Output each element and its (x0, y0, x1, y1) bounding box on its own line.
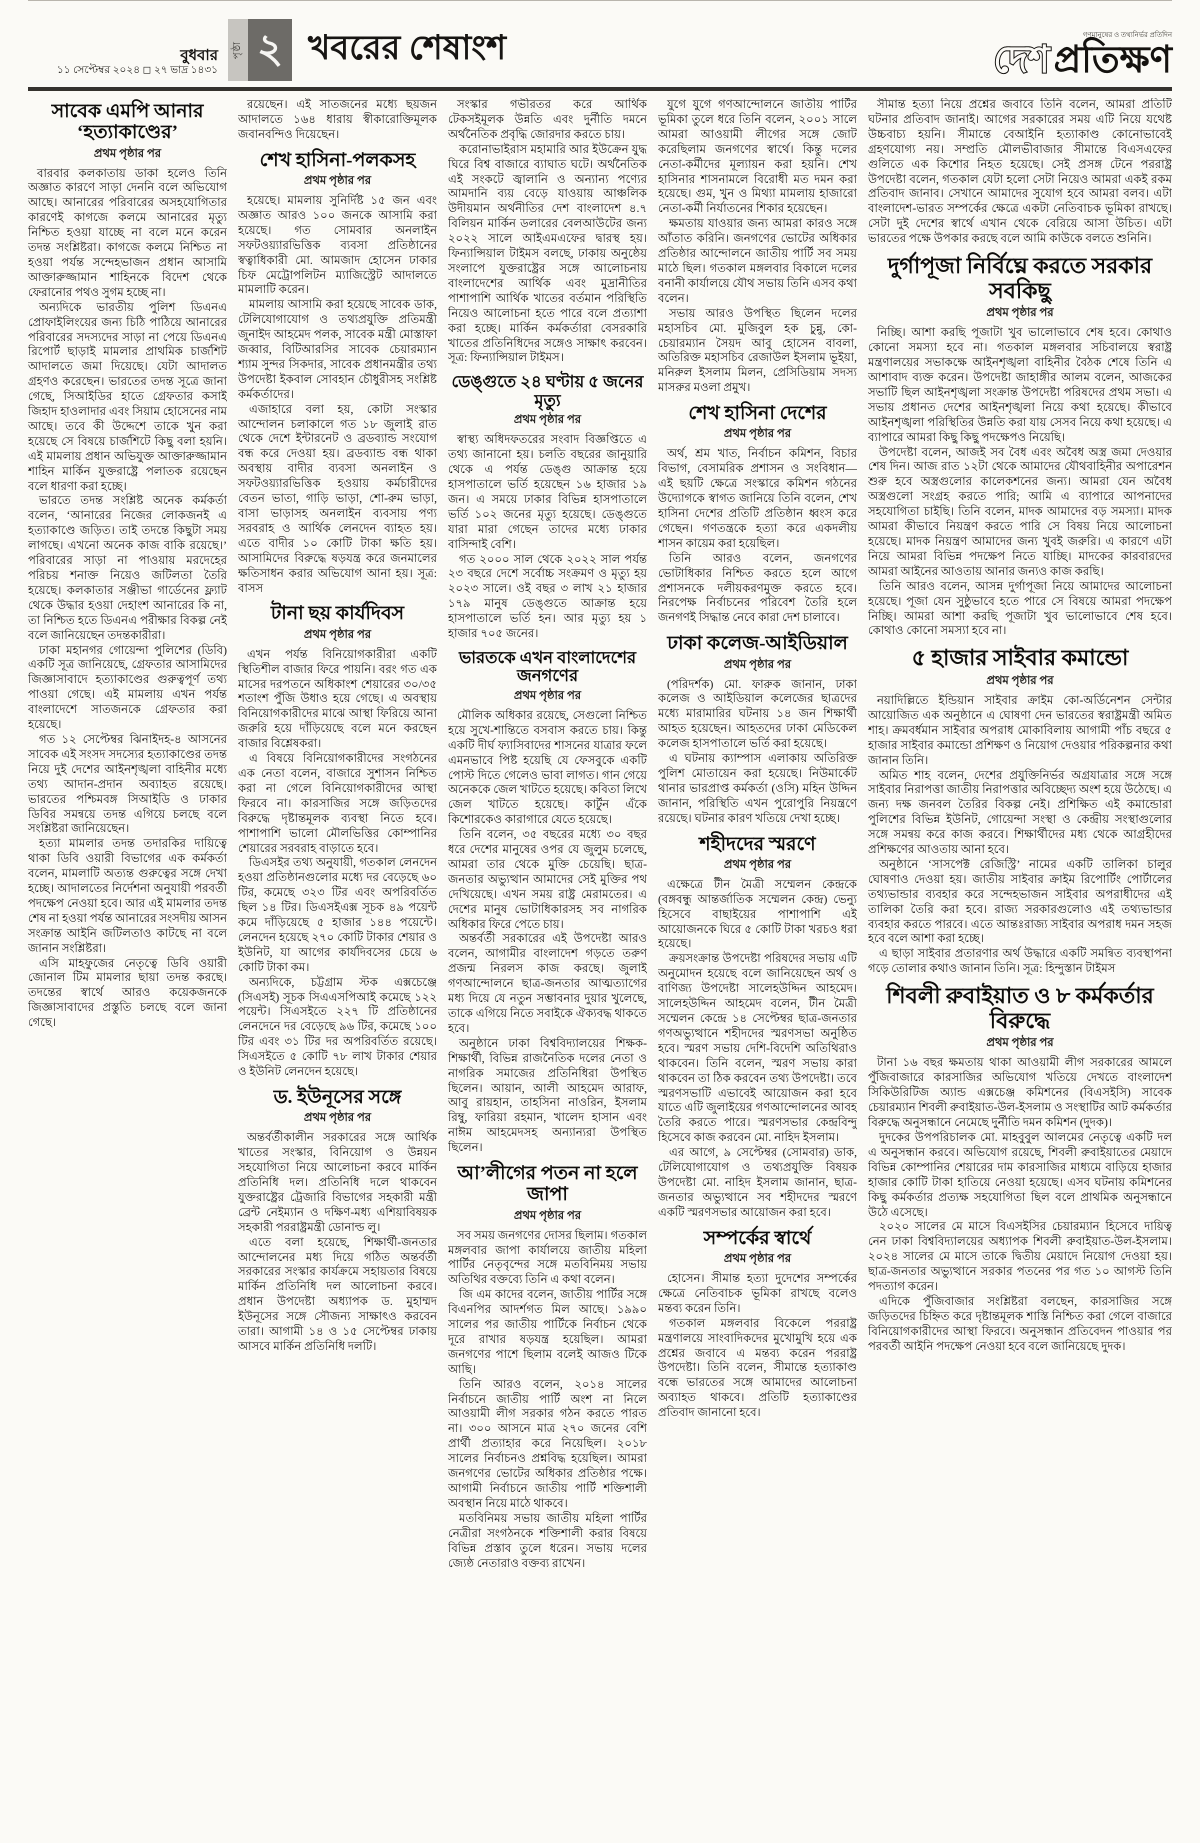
continuation-label: প্রথম পৃষ্ঠার পর (513, 1209, 582, 1222)
paragraph: মতবিনিময় সভায় জাতীয় মহিলা পার্টির নেত্রীরা সংগঠনকে শক্তিশালী করার বিষয়ে বিভিন্ন প্রস্তাব তুলে ধরেন। সভায় দলের জ্যেষ্ঠ নেতারাও বক্তব্য রাখেন। (448, 1511, 647, 1570)
paragraph: ভারতে তদন্ত সংশ্লিষ্ট অনেক কর্মকর্তা বলেন, ‘আনারের নিজের লোকজনই এ হত্যাকাণ্ডে জড়িত। তাই তদন্তে কিছুটা সময় লাগছে। এখনো অনেক কাজ বাকি রয়েছে।’ পরিবারের সাড়া না পাওয়ায় মরদেহের পরিচয় শনাক্ত নিয়েও জটিলতা তৈরি হয়েছে। কলকাতার সঞ্জীভা গার্ডেনের ফ্ল্যাট থেকে উদ্ধার হওয়া দেহাংশ আনারের কি না, তা নিশ্চিত হতে ডিএনএ পরীক্ষার বিকল্প নেই বলে জানিয়েছেন তদন্তকারীরা। (28, 494, 227, 642)
paragraph: এসি মাহফুজের নেতৃত্বে ডিবি ওয়ারী জোনাল টিম মামলার ছায়া তদন্ত করছে। তদন্তের স্বার্থে আরও কয়েকজনকে জিজ্ঞাসাবাদের প্রস্তুতি চলছে বলে জানা গেছে। (28, 956, 227, 1030)
paragraph: রয়েছেন। এই সাতজনের মধ্যে ছয়জন আদালতে ১৬৪ ধারায় স্বীকারোক্তিমূলক জবানবন্দিও দিয়েছেন। (238, 98, 437, 141)
section-title: খবরের শেষাংশ (308, 30, 507, 67)
article-anar-murder (28, 101, 227, 1031)
paragraph: নিচ্ছি। আশা করছি পূজাটা খুব ভালোভাবে শেষ হবে। কোথাও কোনো সমস্যা হবে না। গতকাল মঙ্গলবার সচিবালয়ে স্বরাষ্ট্র মন্ত্রণালয়ের সভাকক্ষে আইনশৃঙ্খলা বাহিনীর বৈঠক শেষে তিনি এ আশাবাদ ব্যক্ত করেন। উপদেষ্টা জাহাঙ্গীর আলম বলেন, আজকের সভাটি ছিল আইনশৃঙ্খলা সংক্রান্ত উপদেষ্টা পরিষদের প্রথম সভা। এ সভায় প্রধানত দেশের আইনশৃঙ্খলা নিয়ে কথা হয়েছে। কীভাবে আইনশৃঙ্খলা পরিস্থিতির উন্নতি করা যায় সেসব নিয়ে কথা হয়েছে। এ ব্যাপারে আমরা কিছু কিছু পদক্ষেপও নিয়েছি। (868, 326, 1172, 444)
article-headline: আ’লীগের পতন না হলে জাপা (457, 1163, 638, 1206)
article-body (868, 694, 1172, 977)
paragraph: করোনাভাইরাস মহামারি আর ইউক্রেন যুদ্ধ ঘিরে বিশ্ব বাজারে ব্যাঘাত ঘটে। অর্থনৈতিক এই সংকটে জ্বালানি ও অন্যান্য পণ্যের আমদানি ব্যয় বেড়ে যাওয়ায় আঞ্চলিক উদীয়মান অর্থনীতির দেশ বাংলাদেশ ৪.৭ বিলিয়ন মার্কিন ডলারের বেলআউটের জন্য ২০২২ সালে আইএমএফের দ্বারস্থ হয়। ফিন্যান্সিয়াল টাইমস বলছে, ঢাকায় অনুষ্ঠেয় সংলাপে যুক্তরাষ্ট্রের সঙ্গে আলোচনায় বাংলাদেশের আর্থিক এবং মুদ্রানীতির পাশাপাশি আর্থিক খাতের বর্তমান পরিস্থিতি নিয়েও আলোচনা হতে পারে বলে প্রত্যাশা করা হচ্ছে। মার্কিন কর্মকর্তারা বেসরকারি খাতের প্রতিনিধিদের সঙ্গেও সাক্ষাৎ করবেন। সূত্র: ফিন্যান্সিয়াল টাইমস। (448, 142, 647, 365)
article-body (238, 648, 437, 1080)
article-headline: শেখ হাসিনা দেশের (688, 403, 827, 425)
paragraph: এ ঘটনায় ক্যাম্পাস এলাকায় অতিরিক্ত পুলিশ মোতায়েন করা হয়েছে। নিউমার্কেট থানার ভারপ্রাপ্ত কর্মকর্তা (ওসি) মহিন উদ্দিন জানান, পরিস্থিতি এখন পুরোপুরি নিয়ন্ত্রণে রয়েছে। ঘটনার কারণ খতিয়ে দেখা হচ্ছে। (658, 752, 857, 825)
article-body (28, 167, 227, 1032)
paragraph: হয়েছে। মামলায় সুনির্দিষ্ট ১৫ জন এবং অজ্ঞাত আরও ১০০ জনকে আসামি করা হয়েছে। গত সোমবার অনলাইন সফটওয়্যারভিত্তিক ব্যবসা প্রতিষ্ঠানের স্বত্বাধিকারী মো. আমজাদ হোসেন ঢাকার চিফ মেট্রোপলিটন ম্যাজিস্ট্রেট আদালতে মামলাটি করেন। (238, 193, 437, 297)
article-headline: ৫ হাজার সাইবার কমান্ডো (911, 645, 1129, 671)
continuation-label: প্রথম পৃষ্ঠার পর (303, 628, 372, 641)
article-headline: ড. ইউনূসের সঙ্গে (273, 1087, 402, 1108)
newspaper-page (28, 0, 1172, 1834)
article-body (868, 326, 1172, 639)
paragraph: এখন পর্যন্ত বিনিয়োগকারীরা একটি স্থিতিশীল বাজার ফিরে পায়নি। বরং গত এক মাসের দরপতনে অধিকাংশ শেয়ারের ৩০/৩৫ শতাংশ পুঁজি উধাও হয়ে গেছে। এ অবস্থায় বিনিয়োগকারীদের মাঝে আস্থা ফিরিয়ে আনা জরুরি হয়ে দাঁড়িয়েছে বলে মনে করছেন বাজার বিশ্লেষকরা। (238, 647, 437, 751)
continuation-label: প্রথম পৃষ্ঠার পর (303, 174, 372, 187)
paragraph: ঢাকা মহানগর গোয়েন্দা পুলিশের (ডিবি) একটি সূত্র জানিয়েছে, গ্রেফতার আসামিদের জিজ্ঞাসাবাদে হত্যাকাণ্ডের গুরুত্বপূর্ণ তথ্য পাওয়া গেছে। এই মামলায় এখন পর্যন্ত বাংলাদেশে সাতজনকে গ্রেফতার করা হয়েছে। (28, 643, 227, 732)
paragraph: তিনি আরও বলেন, আসন্ন দুর্গাপূজা নিয়ে আমাদের আলোচনা হয়েছে। পূজা যেন সুষ্ঠুভাবে হতে পারে সে বিষয়ে আমরা পদক্ষেপ নিচ্ছি। আমরা আশা করছি পূজাটা খুব ভালোভাবে শেষ হবে। কোথাও কোনো সমস্যা হবে না। (868, 579, 1172, 638)
masthead-block (993, 29, 1172, 81)
continuation-label: প্রথম পৃষ্ঠার পর (723, 428, 792, 441)
paragraph: তিনি বলেন, ৩৫ বছরের মধ্যে ৩০ বছর ধরে দেশের মানুষের ওপর যে জুলুম চলেছে, আমরা তার থেকে মুক্তি চেয়েছি। ছাত্র-জনতার অভ্যুত্থান আমাদের সেই মুক্তির পথ দেখিয়েছে। এখন সময় রাষ্ট্র মেরামতের। এ দেশের মানুষ ভোটাধিকারসহ সব নাগরিক অধিকার ফিরে পেতে চায়। (448, 828, 647, 931)
article-dengue-deaths (448, 373, 647, 642)
article-hasina-palak-case (238, 150, 437, 597)
paragraph: সংস্কার গভীরতর করে আর্থিক টেকসইমূলক উন্নতি এবং দুর্নীতি দমনে অর্থনৈতিক প্রবৃদ্ধি জোরদার করতে চায়। (448, 98, 647, 141)
news-column-3 (448, 98, 647, 1830)
paragraph: এ বিষয়ে বিনিয়োগকারীদের সংগঠনের এক নেতা বলেন, বাজারে সুশাসন নিশ্চিত করা না গেলে বিনিয়োগকারীদের আস্থা ফিরবে না। কারসাজির সঙ্গে জড়িতদের বিরুদ্ধে দৃষ্টান্তমূলক ব্যবস্থা নিতে হবে। পাশাপাশি ভালো মৌলভিত্তির কোম্পানির শেয়ারের সরবরাহ বাড়াতে হবে। (238, 752, 437, 855)
paragraph: অন্তর্বর্তীকালীন সরকারের সঙ্গে আর্থিক খাতের সংস্কার, বিনিয়োগ ও উন্নয়ন সহযোগিতা নিয়ে আলোচনা করবে মার্কিন প্রতিনিধি দল। প্রতিনিধি দলে থাকবেন যুক্তরাষ্ট্রের ট্রেজারি বিভাগের সহকারী মন্ত্রী ব্রেন্ট নেইম্যান ও দক্ষিণ-মধ্য এশিয়াবিষয়ক সহকারী পররাষ্ট্রমন্ত্রী ডোনাল্ড লু। (238, 1131, 437, 1234)
paragraph: উপদেষ্টা বলেন, আজই সব বৈধ এবং অবৈধ অস্ত্র জমা দেওয়ার শেষ দিন। আজ রাত ১২টা থেকে আমাদের যৌথবাহিনীর অপারেশন শুরু হবে অস্ত্রগুলোর কালেকশনের জন্য। আমরা যেন অবৈধ অস্ত্রগুলো সংগ্রহ করতে পারি; আমি এ ব্যাপারে আপনাদের সহযোগিতা চাইছি। তিনি বলেন, মাদক আমাদের বড় সমস্যা। মাদক আমরা কীভাবে নিয়ন্ত্রণ করতে পারি সে বিষয় নিয়ে আলোচনা হয়েছে। মাদক নিয়ন্ত্রণ আমাদের জন্য খুবই জরুরি। এ কারণে এটা নিয়ে আমরা বিভিন্ন পদক্ষেপ নিতে যাচ্ছি। মাদকের কারবারদের আমরা আইনের আওতায় আনার জন্যও কাজ করছি। (868, 445, 1172, 578)
news-columns (28, 98, 1172, 1830)
paragraph: দুদকের উপপরিচালক মো. মাহবুবুল আলমের নেতৃত্বে একটি দল এ অনুসন্ধান করবে। অভিযোগ রয়েছে, শিবলী রুবাইয়াতের মেয়াদে বিভিন্ন কোম্পানির শেয়ারের দাম কারসাজির মাধ্যমে বাড়িয়ে হাজার হাজার কোটি টাকা হাতিয়ে নেওয়া হয়েছে। এসব ঘটনায় কমিশনের কিছু কর্মকর্তার প্রত্যক্ষ সহযোগিতা ছিল বলে প্রাথমিক অনুসন্ধানে উঠে এসেছে। (868, 1130, 1172, 1219)
page-header (28, 7, 1172, 91)
continuation-label: প্রথম পৃষ্ঠার পর (986, 307, 1054, 320)
article-headline: শেখ হাসিনা-পলকসহ (259, 149, 416, 171)
paragraph: গত ২০০০ সাল থেকে ২০২২ সাল পর্যন্ত ২৩ বছরে দেশে সর্বোচ্চ সংক্রমণ ও মৃত্যু হয় ২০২৩ সালে। ওই বছর ৩ লাখ ২১ হাজার ১৭৯ মানুষ ডেঙ্গুতে আক্রান্ত হয়ে হাসপাতালে ভর্তি হন। আর মৃত্যু হয় ১ হাজার ৭০৫ জনের। (448, 552, 647, 641)
article-martyrs-memorial (658, 834, 857, 1221)
paragraph: ডিএসইর তথ্য অনুযায়ী, গতকাল লেনদেন হওয়া প্রতিষ্ঠানগুলোর মধ্যে দর বেড়েছে ৬০ টির, কমেছে ৩২৩ টির এবং অপরিবর্তিত ছিল ১৪ টির। ডিএসইএক্স সূচক ৪৯ পয়েন্ট কমে দাঁড়িয়েছে ৫ হাজার ১৪৪ পয়েন্টে। লেনদেন হয়েছে ২৭০ কোটি টাকার শেয়ার ও ইউনিট, যা আগের কার্যদিবসের চেয়ে ৬ কোটি টাকা কম। (238, 856, 437, 974)
paragraph: এজাহারে বলা হয়, কোটা সংস্কার আন্দোলন চলাকালে গত ১৮ জুলাই রাত থেকে দেশে ইন্টারনেট ও ব্রডব্যান্ড সংযোগ বন্ধ করে দেওয়া হয়। ব্রডব্যান্ড বন্ধ থাকা অবস্থায় বাদীর ব্যবসা অনলাইন ও সফটওয়্যারভিত্তিক হওয়ায় কর্মচারীদের বেতন ভাতা, গাড়ি ভাড়া, শো-রুম ভাড়া, বাসা ভাড়াসহ অনলাইন ব্যবসায় পণ্য সরবরাহ ও আর্থিক লেনদেন ব্যাহত হয়। এতে বাদীর ১০ কোটি টাকা ক্ষতি হয়। আসামিদের বিরুদ্ধে ষড়যন্ত্র করে জনমালের ক্ষতিসাধন করার অভিযোগ আনা হয়। সূত্র: বাসস (238, 402, 437, 595)
news-column-5 (868, 98, 1172, 1830)
article-headline: ডেঙ্গুতে ২৪ ঘণ্টায় ৫ জনের মৃত্যু (451, 372, 644, 410)
article-body (658, 447, 857, 626)
article-body (238, 98, 437, 143)
paragraph: এ ছাড়া সাইবার প্রতারণার অর্থ উদ্ধারে একটি সমন্বিত ব্যবস্থাপনা গড়ে তোলার কথাও জানান তিনি। সূত্র: হিন্দুস্তান টাইমস (868, 947, 1172, 976)
article-headline: সাবেক এমপি আনার ‘হত্যাকাণ্ডের’ (51, 101, 204, 144)
page-label: পৃষ্ঠা (231, 40, 243, 60)
continuation-label: প্রথম পৃষ্ঠার পর (986, 674, 1054, 687)
article-headline: শিবলী রুবাইয়াত ও ৮ কর্মকর্তার বিরুদ্ধে (886, 983, 1154, 1033)
article-headline: ভারতকে এখন বাংলাদেশের জনগণের (458, 647, 637, 686)
article-stock-market-fall (238, 603, 437, 1080)
continuation-label: প্রথম পৃষ্ঠার পর (723, 1252, 792, 1265)
paragraph: এর আগে, ৯ সেপ্টেম্বর (সোমবার) ডাক, টেলিযোগাযোগ ও তথ্যপ্রযুক্তি বিষয়ক উপদেষ্টা মো. নাহিদ ইসলাম জানান, ছাত্র-জনতার অভ্যুত্থানে সব শহীদদের স্মরণে একটি স্মরণসভার আয়োজন করা হবে। (658, 1146, 857, 1219)
paragraph: টানা ১৬ বছর ক্ষমতায় থাকা আওয়ামী লীগ সরকারের আমলে পুঁজিবাজারে কারসাজির অভিযোগ খতিয়ে দেখতে বাংলাদেশ সিকিউরিটিজ অ্যান্ড এক্সচেঞ্জ কমিশনের (বিএসইসি) সাবেক চেয়ারম্যান শিবলী রুবাইয়াত-উল-ইসলাম ও সংস্থাটির আট কর্মকর্তার বিরুদ্ধে অনুসন্ধানে নেমেছে দুর্নীতি দমন কমিশন (দুদক)। (868, 1056, 1172, 1130)
paragraph: স্বাস্থ্য অধিদফতরের সংবাদ বিজ্ঞপ্তিতে এ তথ্য জানানো হয়। চলতি বছরের জানুয়ারি থেকে এ পর্যন্ত ডেঙ্গু আক্রান্ত হয়ে হাসপাতালে ভর্তি হয়েছেন ১৬ হাজার ১৯ জন। এ সময়ে ঢাকার বিভিন্ন হাসপাতালে ভর্তি ১০২ জনের মৃত্যু হয়েছে। ডেঙ্গুতে যারা মারা গেছেন তাদের মধ্যে ঢাকার বাসিন্দাই বেশি। (448, 433, 647, 551)
continuation-label: প্রথম পৃষ্ঠার পর (986, 1037, 1054, 1050)
continuation-label: প্রথম পৃষ্ঠার পর (513, 689, 582, 702)
paragraph: মামলায় আসামি করা হয়েছে সাবেক ডাক, টেলিযোগাযোগ ও তথ্যপ্রযুক্তি প্রতিমন্ত্রী জুনাইদ আহমেদ পলক, সাবেক মন্ত্রী মোস্তাফা জব্বার, বিটিআরসির সাবেক চেয়ারম্যান শ্যাম সুন্দর সিকদার, সাবেক প্রধানমন্ত্রীর তথ্য উপদেষ্টা ইকবাল সোবহান চৌধুরীসহ সংশ্লিষ্ট কর্মকর্তাদের। (238, 298, 437, 401)
paragraph: সভায় আরও উপস্থিত ছিলেন দলের মহাসচিব মো. মুজিবুল হক চুন্নু, কো-চেয়ারম্যান সৈয়দ আবু হোসেন বাবলা, অতিরিক্ত মহাসচিব রেজাউল ইসলাম ভূইয়া, মনিরুল ইসলাম মিলন, প্রেসিডিয়াম সদস্য মাসরুর মওলা প্রমুখ। (658, 306, 857, 395)
continuation-label: প্রথম পৃষ্ঠার পর (93, 147, 162, 160)
article-headline: দুর্গাপূজা নির্বিঘ্নে করতে সরকার সবকিছু (887, 253, 1153, 303)
paragraph: অনুষ্ঠানে ঢাকা বিশ্ববিদ্যালয়ের শিক্ষক-শিক্ষার্থী, বিভিন্ন রাজনৈতিক দলের নেতা ও নাগরিক সমাজের প্রতিনিধিরা উপস্থিত ছিলেন। আয়ান, আলী আহমেদ আরাফ, আবু রায়হান, তাহসিনা নাওরিন, ইসলাম রিম্বু, ফারিয়া রহমান, খালেদ হাসান এবং নাঈম আহমেদসহ অন্যান্যরা উপস্থিত ছিলেন। (448, 1036, 647, 1155)
paragraph: এতে বলা হয়েছে, শিক্ষার্থী-জনতার আন্দোলনের মধ্য দিয়ে গঠিত অন্তর্বর্তী সরকারের সংস্কার কার্যক্রমে সহায়তার বিষয়ে মার্কিন প্রতিনিধি দল আলোচনা করবে। প্রধান উপদেষ্টা অধ্যাপক ড. মুহাম্মদ ইউনূসের সঙ্গে সৌজন্য সাক্ষাৎও করবেন তারা। আগামী ১৪ ও ১৫ সেপ্টেম্বর ঢাকায় আসবে মার্কিন প্রতিনিধি দলটি। (238, 1235, 437, 1353)
paragraph: সীমান্ত হত্যা নিয়ে প্রশ্নের জবাবে তিনি বলেন, আমরা প্রতিটি ঘটনার প্রতিবাদ জানাই। আগের সরকারের সময় এটি নিয়ে যথেষ্ট উচ্চবাচ্য হয়নি। সীমান্তে বেআইনি হত্যাকাণ্ড কোনোভাবেই গ্রহণযোগ্য নয়। সম্প্রতি মৌলভীবাজার সীমান্তে বিএসএফের গুলিতে এক কিশোর নিহত হয়েছে। সেই প্রসঙ্গ টেনে পররাষ্ট্র উপদেষ্টা বলেন, গতকাল যেটা হলো সেটা নিয়েও আমরা একই রকম প্রতিবাদ জানাব। সেখানে আমাদের সুযোগ হবে আমরা বলব। এটা বাংলাদেশ-ভারত সম্পর্কের ক্ষেত্রে একটা নেতিবাচক ভূমিকা রাখছে। সেটা দুই দেশের স্বার্থে এখান থেকে বেরিয়ে আসা উচিত। এটা ভারতের পক্ষে উপকার করছে বলে আমি কাউকে বলতে শুনিনি। (868, 98, 1172, 246)
article-headline: টানা ছয় কার্যদিবস (270, 603, 405, 625)
article-party-meeting-continued (658, 98, 857, 396)
article-body (658, 1272, 857, 1421)
article-relations-interest (658, 1228, 857, 1421)
article-hasina-institutions (658, 403, 857, 626)
article-body (448, 433, 647, 642)
article-cyber-commandos (868, 646, 1172, 977)
continuation-label: প্রথম পৃষ্ঠার পর (513, 414, 582, 427)
paragraph: এক্ষেত্রে টীন মৈত্রী সম্মেলন কেন্দ্রকে (বঙ্গবন্ধু আন্তর্জাতিক সম্মেলন কেন্দ্র) ভেন্যু হিসেবে বাছাইয়ের পাশাপাশি এই আয়োজনকে ঘিরে ৫ কোটি টাকা খরচও ধরা হয়েছে। (658, 877, 857, 951)
article-headline: শহীদদের স্মরণে (699, 833, 816, 855)
article-body (868, 1056, 1172, 1354)
article-body (658, 98, 857, 396)
paragraph: যুগে যুগে গণআন্দোলনে জাতীয় পার্টির ভূমিকা তুলে ধরে তিনি বলেন, ২০০১ সালে আমরা আওয়ামী লীগের সঙ্গে জোট করেছিলাম জনগণের স্বার্থে। কিন্তু দলের নেতা-কর্মীদের মূল্যায়ন করা হয়নি। শেখ হাসিনার শাসনামলে বিরোধী মত দমন করা হয়েছে। গুম, খুন ও মিথ্যা মামলায় হাজারো নেতা-কর্মী নির্যাতনের শিকার হয়েছেন। (658, 98, 857, 216)
article-body (448, 1229, 647, 1572)
weekday-label: বুধবার (180, 47, 218, 64)
paragraph: অন্যদিকে ভারতীয় পুলিশ ডিএনএ প্রোফাইলিংয়ের জন্য চিঠি পাঠিয়ে আনারের পরিবারের সদস্যদের সাড়া না পেয়ে ডিএনএ রিপোর্ট ছাড়াই মামলার প্রাথমিক চার্জশিট আদালতে জমা দিয়েছে। যেটা আদালত গ্রহণও করেছেন। ভারতের তদন্ত সূত্রে জানা গেছে, সিআইডির হাতে গ্রেফতার কসাই জিহাদ হাওলাদার এবং সিয়াম হোসেনের নাম আছে। তবে কী উদ্দেশে তাকে খুন করা হয়েছে সে বিষয়ে চার্জশিটে কিছু বলা হয়নি। এই মামলায় প্রধান অভিযুক্ত আক্তারুজ্জামান শাহিন মার্কিন যুক্তরাষ্ট্রে পলাতক রয়েছেন বলে ধারণা করা হচ্ছে। (28, 300, 227, 493)
paragraph: জি এম কাদের বলেন, জাতীয় পার্টির সঙ্গে বিএনপির আদর্শগত মিল আছে। ১৯৯০ সালের পর জাতীয় পার্টিকে নির্বাচন থেকে দূরে রাখার ষড়যন্ত্র হয়েছিল। আমরা জনগণের পাশে ছিলাম বলেই আজও টিকে আছি। (448, 1288, 647, 1376)
paragraph: গত ১২ সেপ্টেম্বর ঝিনাইদহ-৪ আসনের সাবেক এই সংসদ সদস্যের হত্যাকাণ্ডের তদন্ত নিয়ে দুই দেশের আইনশৃঙ্খলা বাহিনীর মধ্যে তথ্য আদান-প্রদান অব্যাহত রয়েছে। ভারতের পশ্চিমবঙ্গ সিআইডি ও ঢাকার ডিবির সমন্বয়ে তদন্ত এগিয়ে চলছে বলে সংশ্লিষ্টরা জানিয়েছেন। (28, 732, 227, 836)
paragraph: অমিত শাহ বলেন, দেশের প্রযুক্তিনির্ভর অগ্রযাত্রার সঙ্গে সঙ্গে সাইবার নিরাপত্তা জাতীয় নিরাপত্তার অবিচ্ছেদ্য অংশ হয়ে উঠেছে। এ জন্য দক্ষ জনবল তৈরির বিকল্প নেই। প্রশিক্ষিত এই কমান্ডোরা পুলিশের বিভিন্ন ইউনিট, গোয়েন্দা সংস্থা ও কেন্দ্রীয় সংস্থাগুলোর সঙ্গে সমন্বয় করে কাজ করবে। শিক্ষার্থীদের মধ্য থেকে আগ্রহীদের প্রশিক্ষণের আওতায় আনা হবে। (868, 768, 1172, 857)
article-body (448, 709, 647, 1156)
article-border-killing-continued (868, 98, 1172, 247)
paragraph: তিনি আরও বলেন, জনগণের ভোটাধিকার নিশ্চিত করতে হলে আগে প্রশাসনকে দলীয়করণমুক্ত করতে হবে। নিরপেক্ষ নির্বাচনের পরিবেশ তৈরি হলে জনগণই সিদ্ধান্ত নেবে কারা দেশ চালাবে। (658, 551, 857, 625)
paragraph: হত্যা মামলার তদন্ত তদারকির দায়িত্বে থাকা ডিবি ওয়ারী বিভাগের এক কর্মকর্তা বলেন, মামলাটি অত্যন্ত গুরুত্বের সঙ্গে দেখা হচ্ছে। আদালতের নির্দেশনা অনুযায়ী পরবর্তী পদক্ষেপ নেওয়া হবে। আর এই মামলার তদন্ত শেষ না হওয়া পর্যন্ত আনারের সংসদীয় আসন সংক্রান্ত আইনি জটিলতাও কাটছে না বলে জানান সংশ্লিষ্টরা। (28, 837, 227, 955)
continuation-label: প্রথম পৃষ্ঠার পর (303, 1112, 372, 1125)
article-yunus-us-delegation (238, 1087, 437, 1355)
article-jatiya-party (448, 1163, 647, 1571)
paragraph: অন্যদিকে, চট্টগ্রাম স্টক এক্সচেঞ্জে (সিএসই) সূচক সিএএসপিআই কমেছে ১২২ পয়েন্ট। সিএসইতে ২২৭ টি প্রতিষ্ঠানের লেনদেনে দর বেড়েছে ৯৬ টির, কমেছে ১০০ টির এবং ৩১ টির দর অপরিবর্তিত রয়েছে। সিএসইতে ৫ কোটি ৭৮ লাখ টাকার শেয়ার ও ইউনিট লেনদেন হয়েছে। (238, 975, 437, 1079)
paragraph: ২০২০ সালের মে মাসে বিএসইসির চেয়ারম্যান হিসেবে দায়িত্ব নেন ঢাকা বিশ্ববিদ্যালয়ের অধ্যাপক শিবলী রুবাইয়াত-উল-ইসলাম। ২০২৪ সালের মে মাসে তাকে দ্বিতীয় মেয়াদে নিয়োগ দেওয়া হয়। ছাত্র-জনতার অভ্যুত্থানে সরকার পতনের পর গত ১০ আগস্ট তিনি পদত্যাগ করেন। (868, 1220, 1172, 1294)
page-number: ২ (248, 19, 292, 81)
article-anar-murder-continued (238, 98, 437, 143)
date-block (28, 48, 218, 81)
article-durga-puja-security (868, 254, 1172, 639)
continuation-label: প্রথম পৃষ্ঠার পর (723, 858, 792, 871)
page-number-marker (228, 19, 292, 81)
logo-word-protikkhon: প্রতিক্ষণ (1053, 40, 1172, 81)
page-label-strip (228, 19, 248, 81)
article-headline: ঢাকা কলেজ-আইডিয়াল (667, 633, 848, 655)
paragraph: ক্ষমতায় যাওয়ার জন্য আমরা কারও সঙ্গে আঁতাত করিনি। জনগণের ভোটের অধিকার প্রতিষ্ঠার আন্দোলনে জাতীয় পার্টি সব সময় মাঠে ছিল। গতকাল মঙ্গলবার বিকালে দলের বনানী কার্যালয়ে যৌথ সভায় তিনি এসব কথা বলেন। (658, 217, 857, 305)
continuation-label: প্রথম পৃষ্ঠার পর (723, 658, 792, 671)
paragraph: হোসেন। সীমান্ত হত্যা দুদেশের সম্পর্কের ক্ষেত্রে নেতিবাচক ভূমিকা রাখছে বলেও মন্তব্য করেন তিনি। (658, 1271, 857, 1315)
paragraph: সব সময় জনগণের দোসর ছিলাম। গতকাল মঙ্গলবার জাপা কার্যালয়ে জাতীয় মহিলা পার্টির নেতৃবৃন্দের সঙ্গে মতবিনিময় সভায় অতিথির বক্তব্যে তিনি এ কথা বলেন। (448, 1228, 647, 1287)
article-imf-economy-continued (448, 98, 647, 366)
date-line: ১১ সেপ্টেম্বর ২০২৪ ◻ ২৭ ভাদ্র ১৪৩১ (56, 64, 218, 76)
paragraph: তিনি আরও বলেন, ২০১৪ সালের নির্বাচনে জাতীয় পার্টি অংশ না নিলে আওয়ামী লীগ সরকার গঠন করতে পারত না। ৩০০ আসনে মাত্র ২৭০ জনের বেশি প্রার্থী প্রত্যাহার করে নিয়েছিল। ২০১৮ সালের নির্বাচনও প্রশ্নবিদ্ধ হয়েছিল। আমরা জনগণের ভোটের অধিকার প্রতিষ্ঠার পক্ষে। আগামী নির্বাচনে জাতীয় পার্টি শক্তিশালী অবস্থান নিয়ে মাঠে থাকবে। (448, 1377, 647, 1510)
news-column-4 (658, 98, 857, 1830)
logo-word-desh: দেশ (993, 40, 1050, 81)
article-body (868, 98, 1172, 247)
article-headline: সম্পর্কের স্বার্থে (703, 1227, 812, 1249)
paragraph: অর্থ, শ্রম খাত, নির্বাচন কমিশন, বিচার বিভাগ, বেসামরিক প্রশাসন ও সংবিধান— এই ছয়টি ক্ষেত্রে সংস্কারে কমিশন গঠনের উদ্যোগকে স্বাগত জানিয়ে তিনি বলেন, শেখ হাসিনা দেশের প্রতিটি প্রতিষ্ঠান ধ্বংস করে গেছেন। গণতন্ত্রকে হত্যা করে একদলীয় শাসন কায়েম করা হয়েছিল। (658, 447, 857, 550)
paragraph: অন্তর্বর্তী সরকারের এই উপদেষ্টা আরও বলেন, আগামীর বাংলাদেশ গড়তে তরুণ প্রজন্ম নিরলস কাজ করছে। জুলাই গণআন্দোলনে ছাত্র-জনতার আত্মত্যাগের মধ্য দিয়ে যে নতুন সম্ভাবনার দুয়ার খুলেছে, তাকে এগিয়ে নিতে সবাইকে ঐক্যবদ্ধ থাকতে হবে। (448, 932, 647, 1035)
article-india-bangladesh-people (448, 649, 647, 1156)
article-shibli-rubayat-probe (868, 984, 1172, 1354)
paragraph: অনুষ্ঠানে ‘সাসপেক্ট রেজিস্ট্রি’ নামের একটি তালিকা চালুর ঘোষণাও দেওয়া হয়। জাতীয় সাইবার ক্রাইম রিপোর্টিং পোর্টালের তথ্যভান্ডার ব্যবহার করে সন্দেহভাজন সাইবার অপরাধীদের এই তালিকা তৈরি করা হবে। রাজ্য সরকারগুলোও এই তথ্যভান্ডার ব্যবহার করতে পারবে। এতে আন্তঃরাজ্য সাইবার অপরাধ দমন সহজ হবে বলে আশা করা হচ্ছে। (868, 857, 1172, 946)
news-column-1 (28, 98, 227, 1830)
article-body (658, 878, 857, 1221)
newspaper-logo (993, 42, 1172, 79)
paragraph: ক্রয়সংক্রান্ত উপদেষ্টা পরিষদের সভায় এটি অনুমোদন হয়েছে বলে জানিয়েছেন অর্থ ও বাণিজ্য উপদেষ্টা সালেহউদ্দিন আহমেদ। সালেহউদ্দিন আহমেদ বলেন, টীন মৈত্রী সম্মেলন কেন্দ্রে ১৪ সেপ্টেম্বর ছাত্র-জনতার গণঅভ্যুত্থানে শহীদদের স্মরণসভা অনুষ্ঠিত হবে। স্মরণ সভায় দেশি-বিদেশি অতিথিরাও থাকবেন। তিনি বলেন, স্মরণ সভায় কারা থাকবেন তা ঠিক করবেন তথ্য উপদেষ্টা। তবে স্মরণসভাটি এভাবেই আয়োজন করা হবে যাতে এটি জুলাইয়ের গণআন্দোলনের আবহ তৈরি করতে পারে। স্মরণসভার কেন্দ্রবিন্দু হিসেবে কাজ করবেন মো. নাহিদ ইসলাম। (658, 952, 857, 1145)
article-body (238, 1131, 437, 1355)
paragraph: বারবার কলকাতায় ডাকা হলেও তিনি অজ্ঞাত কারণে সাড়া দেননি বলে অভিযোগ আছে। আনারের পরিবারের অসহযোগিতার কারণেই কাগজে কলমে আনারের মৃত্যু নিশ্চিত হওয়া যাচ্ছে না বলে মনে করেন তদন্ত সংশ্লিষ্টরা। কাগজে কলমে নিশ্চিত না হওয়া পর্যন্ত সন্দেহভাজন প্রধান আসামি আক্তারুজ্জামান শাহিনকে বিদেশ থেকে ফেরানোর পথও সুগম হচ্ছে না। (28, 166, 227, 299)
article-body (448, 98, 647, 366)
masthead-tagline: গণমানুষের ও তথ্যনির্ভর প্রতিদিন (1082, 31, 1172, 39)
paragraph: এদিকে পুঁজিবাজার সংশ্লিষ্টরা বলছেন, কারসাজির সঙ্গে জড়িতদের চিহ্নিত করে দৃষ্টান্তমূলক শাস্তি নিশ্চিত করা গেলে বাজারে বিনিয়োগকারীদের আস্থা ফিরবে। অনুসন্ধান প্রতিবেদন পাওয়ার পর পরবর্তী আইনি পদক্ষেপ নেওয়া হবে বলে জানিয়েছে দুদক। (868, 1294, 1172, 1353)
news-column-2 (238, 98, 437, 1830)
paragraph: মৌলিক অধিকার রয়েছে, সেগুলো নিশ্চিত হয়ে সুখে-শান্তিতে বসবাস করতে চায়। কিন্তু একটি দীর্ঘ ফ্যাসিবাদের শাসনের যাত্রার ফলে এমনভাবে পিষ্ট হয়েছি যে ফেসবুকে একটি পোস্ট দিতে গেলেও ভাবা লাগত। গান গেয়ে অনেককে জেল খাটতে হয়েছে। কবিতা লিখে জেল খাটতে হয়েছে। কার্টুন এঁকে কিশোরকেও কারাগারে যেতে হয়েছে। (448, 708, 647, 827)
article-body (658, 678, 857, 827)
article-body (238, 194, 437, 596)
paragraph: নয়াদিল্লিতে ইন্ডিয়ান সাইবার ক্রাইম কো-অর্ডিনেশন সেন্টার আয়োজিত এক অনুষ্ঠানে এ ঘোষণা দেন ভারতের স্বরাষ্ট্রমন্ত্রী অমিত শাহ। ক্রমবর্ধমান সাইবার অপরাধ মোকাবিলায় আগামী পাঁচ বছরে ৫ হাজার সাইবার কমান্ডো প্রশিক্ষণ ও নিয়োগ দেওয়ার পরিকল্পনার কথা জানান তিনি। (868, 693, 1172, 767)
paragraph: গতকাল মঙ্গলবার বিকেলে পররাষ্ট্র মন্ত্রণালয়ে সাংবাদিকদের মুখোমুখি হয়ে এক প্রশ্নের জবাবে এ মন্তব্য করেন পররাষ্ট্র উপদেষ্টা। তিনি বলেন, সীমান্তে হত্যাকাণ্ড বন্ধে ভারতের সঙ্গে আমাদের আলোচনা অব্যাহত থাকবে। প্রতিটি হত্যাকাণ্ডের প্রতিবাদ জানানো হবে। (658, 1316, 857, 1420)
article-dhaka-college-ideal (658, 633, 857, 826)
paragraph: (পরিদর্শক) মো. ফারুক জানান, ঢাকা কলেজ ও আইডিয়াল কলেজের ছাত্রদের মধ্যে মারামারির ঘটনায় ১৪ জন শিক্ষার্থী আহত হয়েছেন। আহতদের ঢাকা মেডিকেল কলেজ হাসপাতালে ভর্তি করা হয়েছে। (658, 677, 857, 751)
